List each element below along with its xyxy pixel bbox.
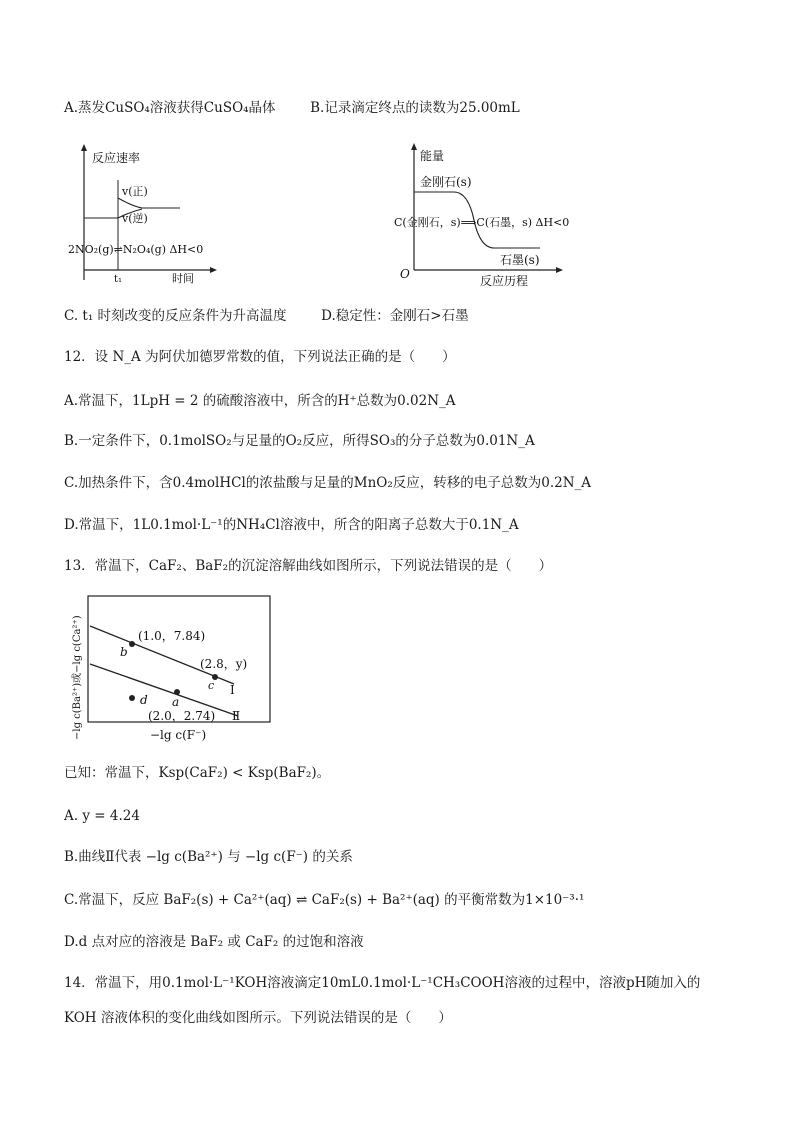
v-forward-label: v(正) — [122, 185, 148, 198]
energy-axis-label: 能量 — [420, 149, 445, 163]
curve-i-label: Ⅰ — [230, 683, 235, 697]
q11-option-d: D.稳定性：金刚石>石墨 — [321, 308, 469, 324]
point-a-coord: (2.0，2.74) — [148, 709, 216, 723]
q14-stem-line1: 14．常温下，用0.1mol·L⁻¹KOH溶液滴定10mL0.1mol·L⁻¹CH₃COOH溶液的过程中，溶液pH随加入的 — [64, 975, 701, 991]
point-c-label: c — [208, 679, 215, 692]
q14-stem-line2: KOH 溶液体积的变化曲线如图所示。下列说法错误的是（ ） — [64, 1010, 452, 1026]
graph-x-axis-label: −lg c(F⁻) — [150, 728, 207, 742]
q13-solubility-graph — [66, 592, 276, 744]
point-b-label: b — [120, 645, 128, 659]
reaction-equation-d: C(金刚石，s)⟹C(石墨，s) ΔH<0 — [394, 216, 570, 229]
q13-option-c: C.常温下，反应 BaF₂(s) + Ca²⁺(aq) ⇌ CaF₂(s) + Ba²⁺(aq) 的平衡常数为1×10⁻³·¹ — [64, 892, 585, 908]
q12-option-b: B.一定条件下，0.1molSO₂与足量的O₂反应，所得SO₃的分子总数为0.01N_A — [64, 433, 535, 449]
diamond-label: 金刚石(s) — [420, 175, 472, 189]
reaction-path-label: 反应历程 — [480, 274, 529, 288]
q12-stem: 12．设 N_A 为阿伏加德罗常数的值，下列说法正确的是（ ） — [64, 349, 456, 365]
q13-option-a: A. y = 4.24 — [64, 808, 140, 824]
graphite-label: 石墨(s) — [500, 253, 540, 267]
q13-option-d: D.d 点对应的溶液是 BaF₂ 或 CaF₂ 的过饱和溶液 — [64, 934, 364, 950]
rate-axis-label: 反应速率 — [92, 151, 141, 165]
q13-stem: 13．常温下，CaF₂、BaF₂的沉淀溶解曲线如图所示，下列说法错误的是（ ） — [64, 558, 553, 574]
v-reverse-label: v(逆) — [122, 212, 148, 225]
q13-known: 已知：常温下，Ksp(CaF₂) < Ksp(BaF₂)。 — [64, 765, 331, 781]
q13-option-b: B.曲线Ⅱ代表 −lg c(Ba²⁺) 与 −lg c(F⁻) 的关系 — [64, 849, 353, 865]
q11-options-ab-row — [64, 98, 520, 118]
q11-option-c: C. t₁ 时刻改变的反应条件为升高温度 — [64, 308, 287, 324]
reaction-equation-c: 2NO₂(g)⇌N₂O₄(g) ΔH<0 — [68, 243, 204, 256]
graph-y-axis-label: −lg c(Ba²⁺)或−lg c(Ca²⁺) — [72, 615, 83, 740]
point-d-label: d — [140, 693, 148, 707]
point-b-coord: (1.0，7.84) — [138, 629, 206, 643]
curve-ii-label: Ⅱ — [232, 709, 241, 723]
point-a-label: a — [172, 695, 180, 709]
time-axis-label: 时间 — [172, 272, 194, 285]
q12-option-d: D.常温下，1L0.1mol·L⁻¹的NH₄Cl溶液中，所含的阳离子总数大于0.1N_A — [64, 517, 519, 533]
q12-option-a: A.常温下，1LpH = 2 的硫酸溶液中，所含的H⁺总数为0.02N_A — [64, 393, 456, 409]
q11-option-a: A.蒸发CuSO₄溶液获得CuSO₄晶体 — [64, 100, 276, 116]
q11-rate-time-figure — [62, 140, 222, 290]
t1-label: t₁ — [114, 274, 123, 285]
origin-label: O — [400, 267, 410, 281]
q11-energy-figure — [390, 140, 610, 290]
q11-options-cd-row — [64, 306, 469, 326]
point-c-coord: (2.8，y) — [200, 657, 248, 671]
q12-option-c: C.加热条件下，含0.4molHCl的浓盐酸与足量的MnO₂反应，转移的电子总数为0.2N_A — [64, 475, 592, 491]
q11-option-b: B.记录滴定终点的读数为25.00mL — [310, 100, 520, 116]
